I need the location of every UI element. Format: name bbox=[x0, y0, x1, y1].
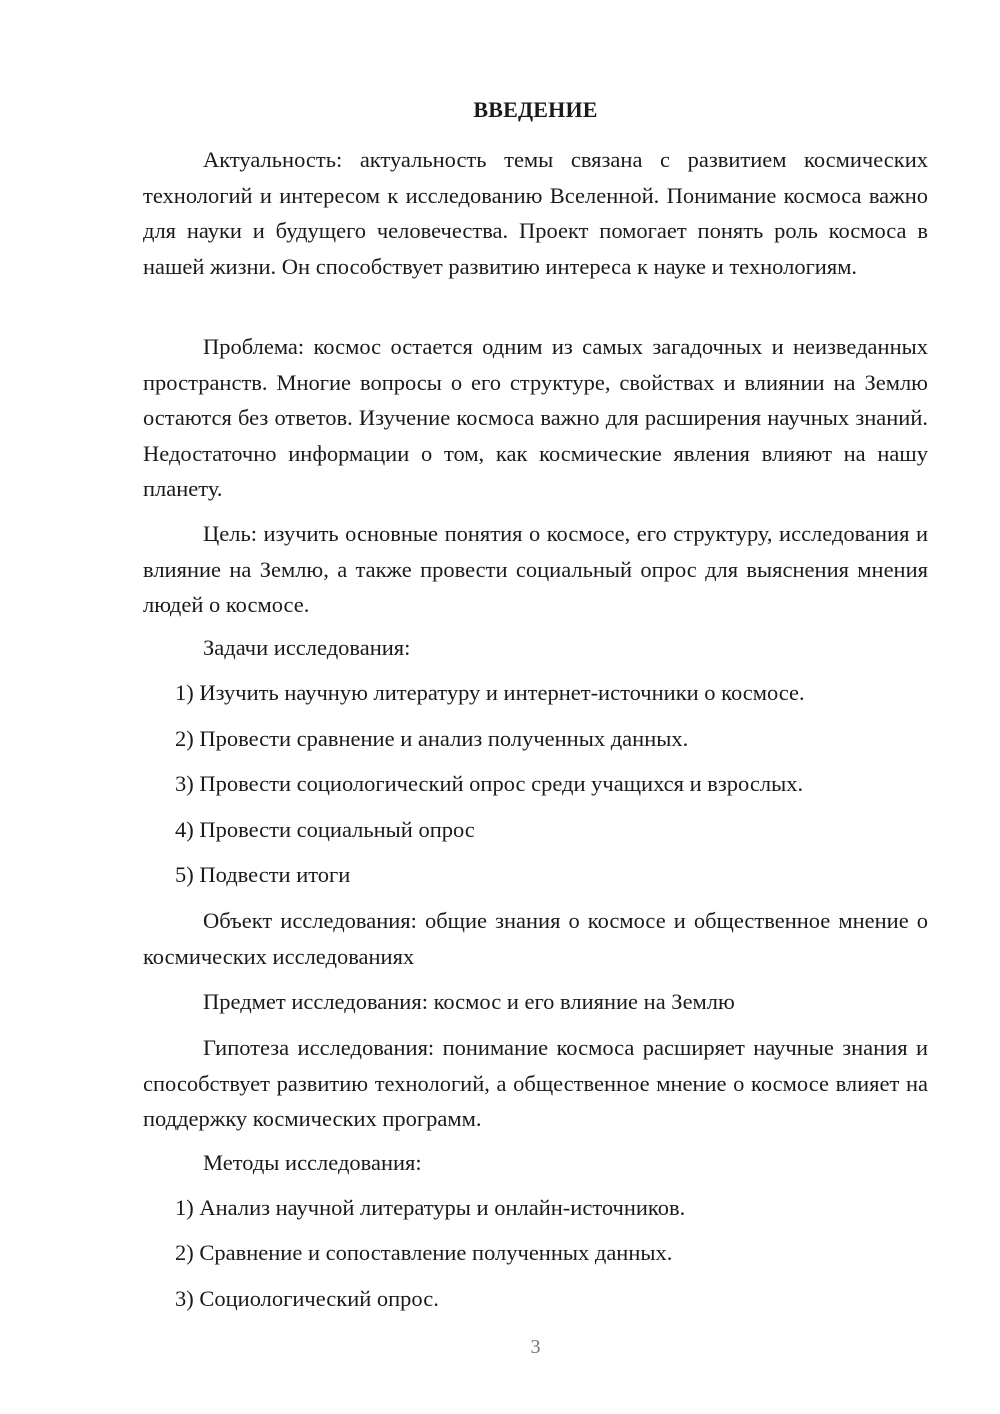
object-paragraph: Объект исследования: общие знания о космосе и общественное мнение о космических исследованиях bbox=[143, 908, 928, 969]
task-item-3: 3) Провести социологический опрос среди учащихся и взрослых. bbox=[175, 771, 804, 796]
page-title: ВВЕДЕНИЕ bbox=[473, 97, 598, 122]
subject-paragraph: Предмет исследования: космос и его влияние на Землю bbox=[203, 989, 735, 1014]
task-item-1: 1) Изучить научную литературу и интернет-источники о космосе. bbox=[175, 680, 805, 705]
document-page bbox=[143, 0, 928, 1414]
method-item-3: 3) Социологический опрос. bbox=[175, 1286, 439, 1311]
method-item-1: 1) Анализ научной литературы и онлайн-источников. bbox=[175, 1195, 686, 1220]
task-item-2: 2) Провести сравнение и анализ полученных данных. bbox=[175, 726, 689, 751]
tasks-heading: Задачи исследования: bbox=[203, 635, 411, 660]
method-item-2: 2) Сравнение и сопоставление полученных данных. bbox=[175, 1240, 673, 1265]
goal-paragraph: Цель: изучить основные понятия о космосе, его структуру, исследования и влияние на Землю, а также провести социальный опрос для выяснения мнения людей о космосе. bbox=[143, 521, 928, 617]
problem-paragraph: Проблема: космос остается одним из самых загадочных и неизведанных пространств. Многие вопросы о его структуре, свойствах и влиянии на Землю остаются без ответов. Изучение космоса важно для расширения научных знаний. Недостаточно информации о том, как космические явления влияют на нашу планету. bbox=[143, 334, 928, 501]
relevance-paragraph: Актуальность: актуальность темы связана с развитием космических технологий и интересом к исследованию Вселенной. Понимание космоса важно для науки и будущего человечества. Проект помогает понять роль космоса в нашей жизни. Он способствует развитию интереса к науке и технологиям. bbox=[143, 147, 928, 279]
hypothesis-paragraph: Гипотеза исследования: понимание космоса расширяет научные знания и способствует развитию технологий, а общественное мнение о космосе влияет на поддержку космических программ. bbox=[143, 1035, 928, 1131]
task-item-5: 5) Подвести итоги bbox=[175, 862, 351, 887]
task-item-4: 4) Провести социальный опрос bbox=[175, 817, 475, 842]
page-number: 3 bbox=[530, 1336, 541, 1358]
methods-heading: Методы исследования: bbox=[203, 1150, 422, 1175]
